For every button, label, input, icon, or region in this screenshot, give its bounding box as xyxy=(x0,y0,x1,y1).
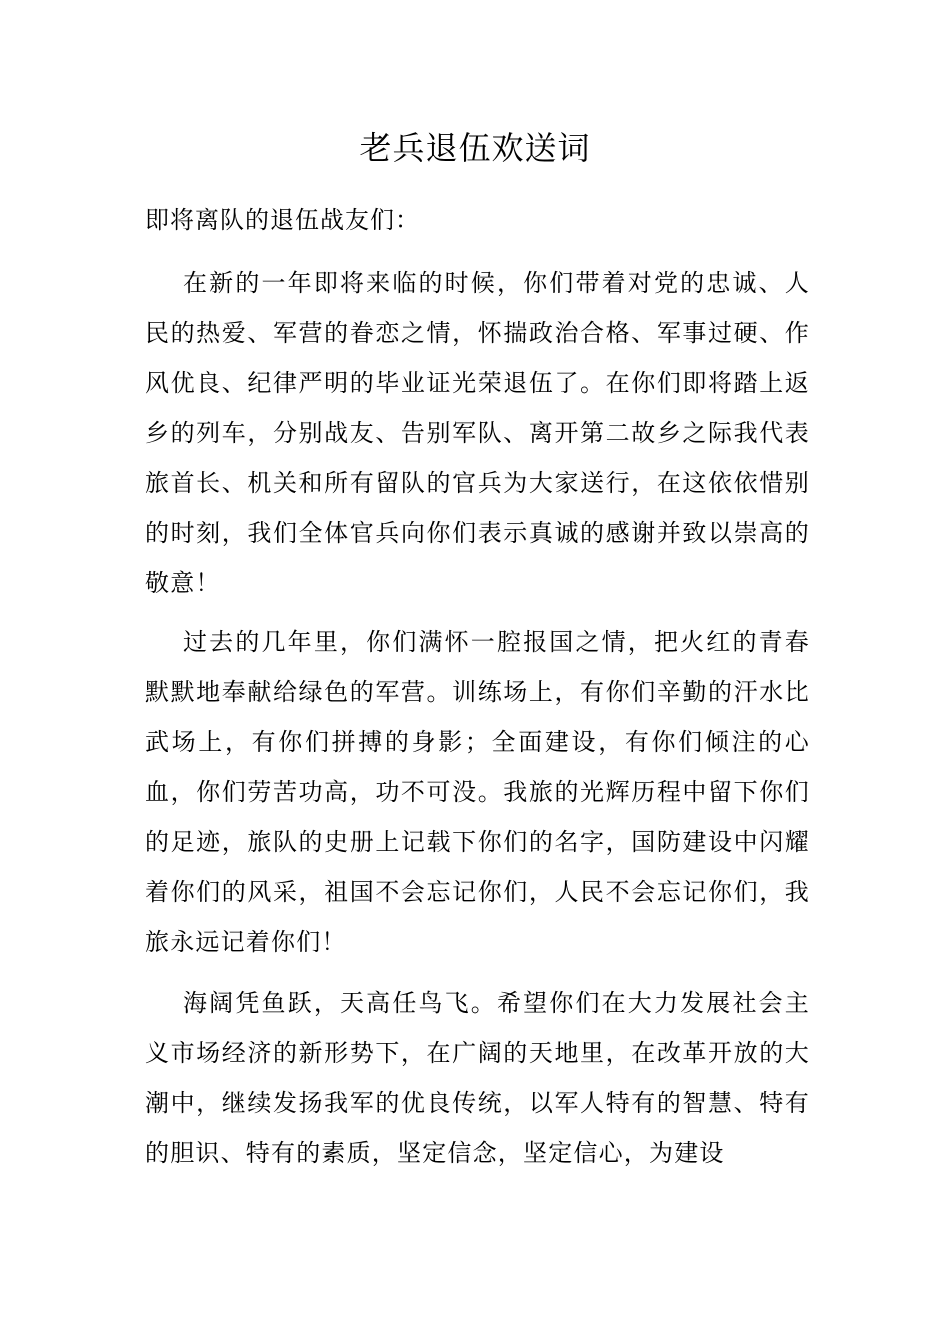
paragraph-3: 海阔凭鱼跃，天高任鸟飞。希望你们在大力发展社会主义市场经济的新形势下，在广阔的天地里，在改革开放的大潮中，继续发扬我军的优良传统，以军人特有的智慧、特有的胆识、特有的素质，坚定信念，坚定信心，为建设 xyxy=(145,989,810,1167)
paragraph-2: 过去的几年里，你们满怀一腔报国之情，把火红的青春默默地奉献给绿色的军营。训练场上，有你们辛勤的汗水比武场上，有你们拼搏的身影；全面建设，有你们倾注的心血，你们劳苦功高，功不可没。我旅的光辉历程中留下你们的足迹，旅队的史册上记载下你们的名字，国防建设中闪耀着你们的风采，祖国不会忘记你们，人民不会忘记你们，我旅永远记着你们！ xyxy=(145,628,810,956)
document-title: 老兵退伍欢送词 xyxy=(359,129,591,167)
salutation: 即将离队的退伍战友们： xyxy=(145,206,420,234)
paragraph-1: 在新的一年即将来临的时候，你们带着对党的忠诚、人民的热爱、军营的眷恋之情，怀揣政治合格、军事过硬、作风优良、纪律严明的毕业证光荣退伍了。在你们即将踏上返乡的列车，分别战友、告别军队、离开第二故乡之际我代表旅首长、机关和所有留队的官兵为大家送行，在这依依惜别的时刻，我们全体官兵向你们表示真诚的感谢并致以崇高的敬意！ xyxy=(145,269,810,597)
